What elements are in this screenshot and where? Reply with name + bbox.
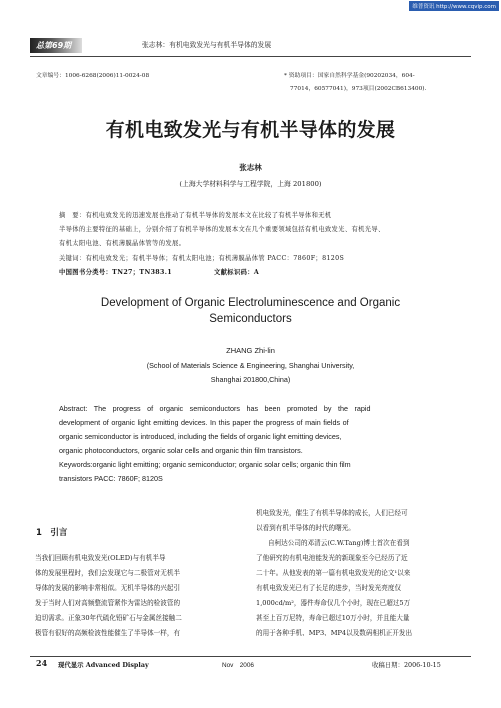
abstract-en-line-1: Abstract: The progress of organic semiconductors has been promoted by the rapid [59, 404, 371, 413]
body-right-line-3: 自柯达公司的邓清云(C.W.Tang)博士首次在看到 [268, 539, 410, 547]
body-right-line-6: 有机电致发光已有了长足的进步，当时发光亮度仅 [256, 584, 402, 592]
paper-title-zh: 有机电致发光与有机半导体的发展 [105, 119, 396, 141]
body-right-line-1: 机电致发光，催生了有机半导体的成长，人们已经可 [256, 509, 408, 517]
body-left-line-5: 迫切需求。正象30年代硫化铅矿石与金属丝接触二 [35, 614, 182, 622]
document-code: 文献标识码：A [214, 269, 260, 276]
affiliation-en-line-2: Shanghai 201800,China) [210, 375, 291, 384]
body-right-line-8: 甚至上百万尼特，寿命已超过10万小时，并且能大量 [256, 614, 410, 622]
body-right-line-9: 的用于各种手机、MP3、MP4以及数码相机正开发出 [256, 629, 413, 637]
paper-title-en-line-1: Development of Organic Electroluminescence and Organic [100, 297, 401, 309]
author-zh: 张志林 [239, 163, 262, 172]
journal-name: 现代显示 Advanced Display [58, 661, 149, 669]
abstract-en-line-3: organic semiconductor is introduced, including the fields of organic light emitting devices, [59, 432, 342, 441]
body-right-line-5: 二十年。从他发表的第一篇有机电致发光的论文¹以来 [256, 569, 411, 577]
affiliation-zh: (上海大学材料科学与工程学院，上海 201800) [179, 180, 322, 188]
affiliation-en-line-1: (School of Materials Science & Engineering, Shanghai University, [146, 361, 355, 370]
watermark: 维普资讯 http://www.cqvip.com [409, 1, 499, 11]
funding-line-2: 77014，60577041)，973项目(2002CB613400). [290, 86, 427, 92]
section-heading: 1 引言 [36, 528, 68, 538]
footer-rule [30, 656, 471, 657]
abstract-zh-line-2: 半导体的主要特征的基础上，分别介绍了有机半导体的发展本文在几个重要领域包括有机电致发光、有机光导、 [59, 226, 385, 233]
abstract-zh-line-3: 有机太阳电池、有机薄膜晶体管等的发展。 [59, 240, 186, 247]
abstract-zh-line-1: 摘 要：有机电致发光的迅速发展也推动了有机半导体的发展本文在比较了有机半导体和无机 [59, 212, 332, 219]
keywords-en: Keywords:organic light emitting; organic semiconductor; organic solar cells; organic thin film [59, 460, 351, 469]
issue-badge: 总第69期 [30, 38, 82, 53]
body-right-line-2: 以看到有机半导体的时代的曙光。 [256, 524, 355, 532]
body-left-line-3: 导体的发展的影响非常相似。无机半导体的兴起引 [35, 584, 181, 592]
abstract-en-line-4: organic photoconductors, organic solar cells and organic thin film transistors. [59, 446, 303, 455]
body-left-line-1: 当我们回顾有机电致发光(OLED)与有机半导 [35, 554, 166, 562]
keywords-zh: 关键词：有机电致发光；有机半导体；有机太阳电池；有机薄膜晶体管 PACC：7860F；8120S [59, 255, 345, 262]
body-right-line-7: 1,000cd/m²，器件寿命仅几个小时，现在已超过5万 [256, 599, 411, 607]
body-left-line-4: 发于当时人们对高频整流管紧作为雷达的检波管的 [35, 599, 181, 607]
received-date: 收稿日期：2006-10-15 [372, 661, 441, 669]
article-number: 文章编号：1006-6268(2006)11-0024-08 [36, 73, 150, 79]
issue-date: Nov 2006 [222, 662, 254, 669]
abstract-en-line-2: development of organic light emitting devices. In this paper the progress of main fields of [59, 418, 349, 427]
keywords-en-cont: transistors PACC: 7860F; 8120S [59, 474, 163, 483]
running-title: 张志林：有机电致发光与有机半导体的发展 [142, 41, 272, 49]
paper-title-en-line-2: Semiconductors [209, 313, 292, 325]
body-left-line-2: 体的发展里程时，我们会发现它与二极管对无机半 [35, 569, 181, 577]
page-number: 24 [36, 658, 48, 668]
body-left-line-6: 极管有很好的高频检波性能催生了半导体一样，有 [35, 629, 181, 637]
funding-line-1: * 资助项目：国家自然科学基金(90202034，604- [284, 73, 415, 79]
clc-number: 中国图书分类号：TN27；TN383.1 [59, 269, 173, 276]
body-right-line-4: 了他研究的有机电池能发光的新现象至今已经历了近 [256, 554, 408, 562]
header-rule [30, 56, 471, 57]
author-en: ZHANG Zhi-lin [226, 346, 275, 355]
